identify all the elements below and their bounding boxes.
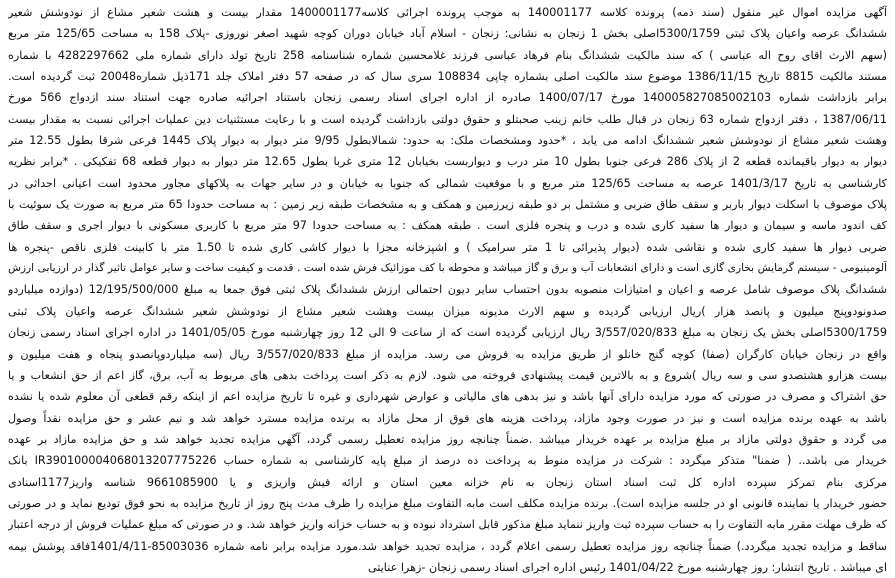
notice-line-1: آگهی مزایده اموال غیر منقول (سند ذمه) پرونده کلاسه 140001177 به موجب پرونده اجرائی کلاسه1400001177 مقدار بیست و هشت شعیر مشاع از نودوشش شعیر <box>8 6 887 19</box>
notice-line-23: مرکزی بنام تمرکز سپرده اداره کل ثبت اسناد استان زنجان به نام خزانه معین استان و ارائه فیش واریزی و یا 9661085900 شناسه واریز1177اسنادی <box>8 475 887 489</box>
notice-line-26: ساقط و مزایده تجدید میگردد.) ضمناً چنانچه روز مزایده تعطیل رسمی اعلام گردد ، مزایده تجدید خواهد شد.مورد مزایده برابر نامه شماره 85003036-1401/4/11فاقد پوشش بیمه <box>8 539 887 553</box>
notice-line-7: وهشت شعیر مشاع از نودوشش شعیر ششدانگ ادامه می یابد ، *حدود ومشخصات ملک: به حدود: شمالابطول 9/95 متر دیوار به دیوار پلاک 1445 فرعی شرقا بطول 12.55 متر <box>8 134 887 148</box>
notice-line-18: بیست هزارو هشتصدو سی و سه ریال )شروع و به بالاترین قیمت پیشنهادی فروخته می شود. لازم به ذکر است پرداخت بدهی های مربوط به آب، برق، گاز اعم از حق انشعاب و یا <box>8 368 887 382</box>
notice-line-20: باشد به عهده برنده مزایده است و نیز در صورت وجود مازاد، پرداخت هزینه های فوق از محل مازاد به برنده مزایده مسترد خواهد شد و نیم عشر و حق مزایده نقداً وصول <box>8 411 887 425</box>
notice-line-19: حق اشتراک و مصرف در صورتی که مورد مزایده دارای آنها باشد و نیز بدهی های مالیاتی و عوارض شهرداری و غیره تا تاریخ مزایده اعم از اینکه رقم قطعی آن معلوم شده یا نشده <box>8 390 887 404</box>
notice-line-4: مستند مالکیت 8815 تاریخ 1386/11/15 موضوع سند مالکیت اصلی بشماره چاپی 108834 سری سال که در صفحه 57 دفتر املاک جلد 171ذیل شماره20048 ثبت گردیده است. <box>8 70 887 84</box>
notice-line-15: صدونودوپنج میلیون و پانصد هزار )ریال ارزیابی گردیده و سهم الارث مدیونه میزان بیست وهشت شعیر مشاع از نودوشش شعیر ششدانگ عرصه واعیان پلاک ثبتی <box>8 304 887 318</box>
notice-line-16: 5300/1759اصلی بخش یک زنجان به مبلغ 3/557/020/833 ریال ارزیابی گردیده است که از ساعت 9 الی 12 روز چهارشنبه مورخ 1401/05/05 در اداره اجرای اسناد رسمی زنجان <box>8 326 887 340</box>
notice-line-17: واقع در زنجان خیابان کارگران (صفا) کوچه گنج خانلو از طریق مزایده به فروش می رسد. مزایده از مبلغ 3/557/020/833 ریال (سه میلیاردوپانصدو پنجاه و هفت میلیون و <box>8 347 887 361</box>
notice-line-3: (سهم الارث اقای روح اله عباسی ) که سند مالکیت ششدانگ بنام فرهاد عباسی فرزند غلامحسین شماره شناسنامه 258 تاریخ تولد دارای شماره ملی 4282297662 با شماره <box>8 48 887 62</box>
notice-line-21: می گردد و حقوق دولتی مازاد بر مبلغ مزایده بر عهده خریدار میباشد .ضمناً چنانچه روز مزایده تعطیل رسمی گردد، آگهی مزایده تجدید خواهد شد و حق مزایده مازاد بر عهده <box>8 432 887 446</box>
notice-line-8: دیوار به دیوار باقیمانده قطعه 2 از پلاک 286 فرعی جنوبا بطول 10 متر درب و دیواربست بخیابان 12 متری غربا بطول 12.65 متر دیوار به دیوار قطعه 68 تفکیکی . *برابر نظریه <box>8 155 887 169</box>
notice-line-9: کارشناسی به تاریخ 1401/3/17 عرصه به مساحت 125/65 متر مربع و با موقعیت شمالی که جنوبا به خیابان و در سایر جهات به پلاکهای مجاور محدود است اعیانی احداثی در <box>8 176 887 190</box>
notice-line-24: حضور خریدار یا نماینده قانونی او در جلسه مزایده است). برنده مزایده مکلف است مابه التفاوت مبلغ مزایده را ظرف مدت پنج روز از تاریخ مزایده به نحو فوق تودیع نماید و در صورتی <box>8 496 887 510</box>
notice-line-10: پلاک موصوف با اسکلت دیوار باربر و سقف طاق ضربی و مشتمل بر دو طبقه زیرزمین و همکف و به مشخصات طبقه زیر زمین : به مساحت حدودا 65 متر مربع به صورت یک سوئیت با <box>8 198 887 212</box>
notice-line-6: 1387/06/11 ، دفتر ازدواج شماره 63 زنجان در قبال طلب خانم زینب صحبتلو و حقوق دولتی بازداشت گردیده است و با رعایت مستثنیات دین عملیات اجرائی نسبت به مقدار بیست <box>8 112 887 126</box>
notice-line-5: برابر بازداشت شماره 140005827085002103 مورخ 1400/07/17 صادره از اداره اجرای اسناد رسمی زنجان باستناد اجرائیه صادره جهت استناد سند ازدواج 566 مورخ <box>8 91 887 105</box>
notice-line-25: که ظرف مهلت مقرر مابه التفاوت را به حساب سپرده ثبت واریز ننماید مبلغ مذکور قابل استرداد نبوده و به حساب خزانه واریز خواهد شد. و در صورتی که مبلغ عملیات فروش از درجه اعتبار <box>8 518 887 532</box>
notice-line-2: ششدانگ عرصه واعیان پلاک ثبتی 5300/1759اصلی بخش 1 زنجان به نشانی: زنجان - اسلام آباد خیابان دوران کوچه شهید اصغر نوروزی -پلاک 158 به مساحت 125/65 متر مربع <box>8 27 887 41</box>
notice-line-27: ای میباشد . تاریخ انتشار: روز چهارشنبه مورخ 1401/04/22 رئیس اداره اجرای اسناد رسمی زنجان -زهرا عنایتی <box>367 560 887 574</box>
notice-line-22: خریدار می باشد.. ( ضمنا" متذکر میگردد : شرکت در مزایده منوط به پرداخت ده درصد از مبلغ پایه کارشناسی به شماره حساب IR390100004068013207775226 بانک <box>8 454 887 468</box>
notice-line-14: ششدانگ پلاک موصوف شامل عرصه و اعیان و امتیازات منصوبه بدون احتساب سایر دیون احتمالی ارزش ششدانگ پلاک ثبتی فوق جمعا به مبلغ 12/195/500/000 (دوازده میلیاردو <box>8 283 887 297</box>
notice-line-12: ضربی دیوار ها سفید کاری شده و نقاشی شده (دیوار پذیرائی تا 1 متر سرامیک ) و اشپزخانه مجزا با دیوار کاشی کاری شده تا 1.50 متر با کابینت فلزی ناقص -پنجره ها <box>8 240 887 254</box>
notice-line-13: آلومینیومی - سیستم گرمایش بخاری گازی است و دارای انشعابات آب و برق و گاز میباشد و محوطه با کف موزائیک فرش شده است . قدمت و کیفیت ساخت و سایر عوامل تاثیر گذار در ارزیابی ارزش <box>8 262 887 275</box>
notice-line-11: کف اندود ماسه و سیمان و دیوار ها سفید کاری شده و درب و پنجره فلزی است . طبقه همکف : به مساحت حدودا 97 متر مربع با کاربری مسکونی با دیوار اجری و سقف طاق <box>8 219 887 233</box>
